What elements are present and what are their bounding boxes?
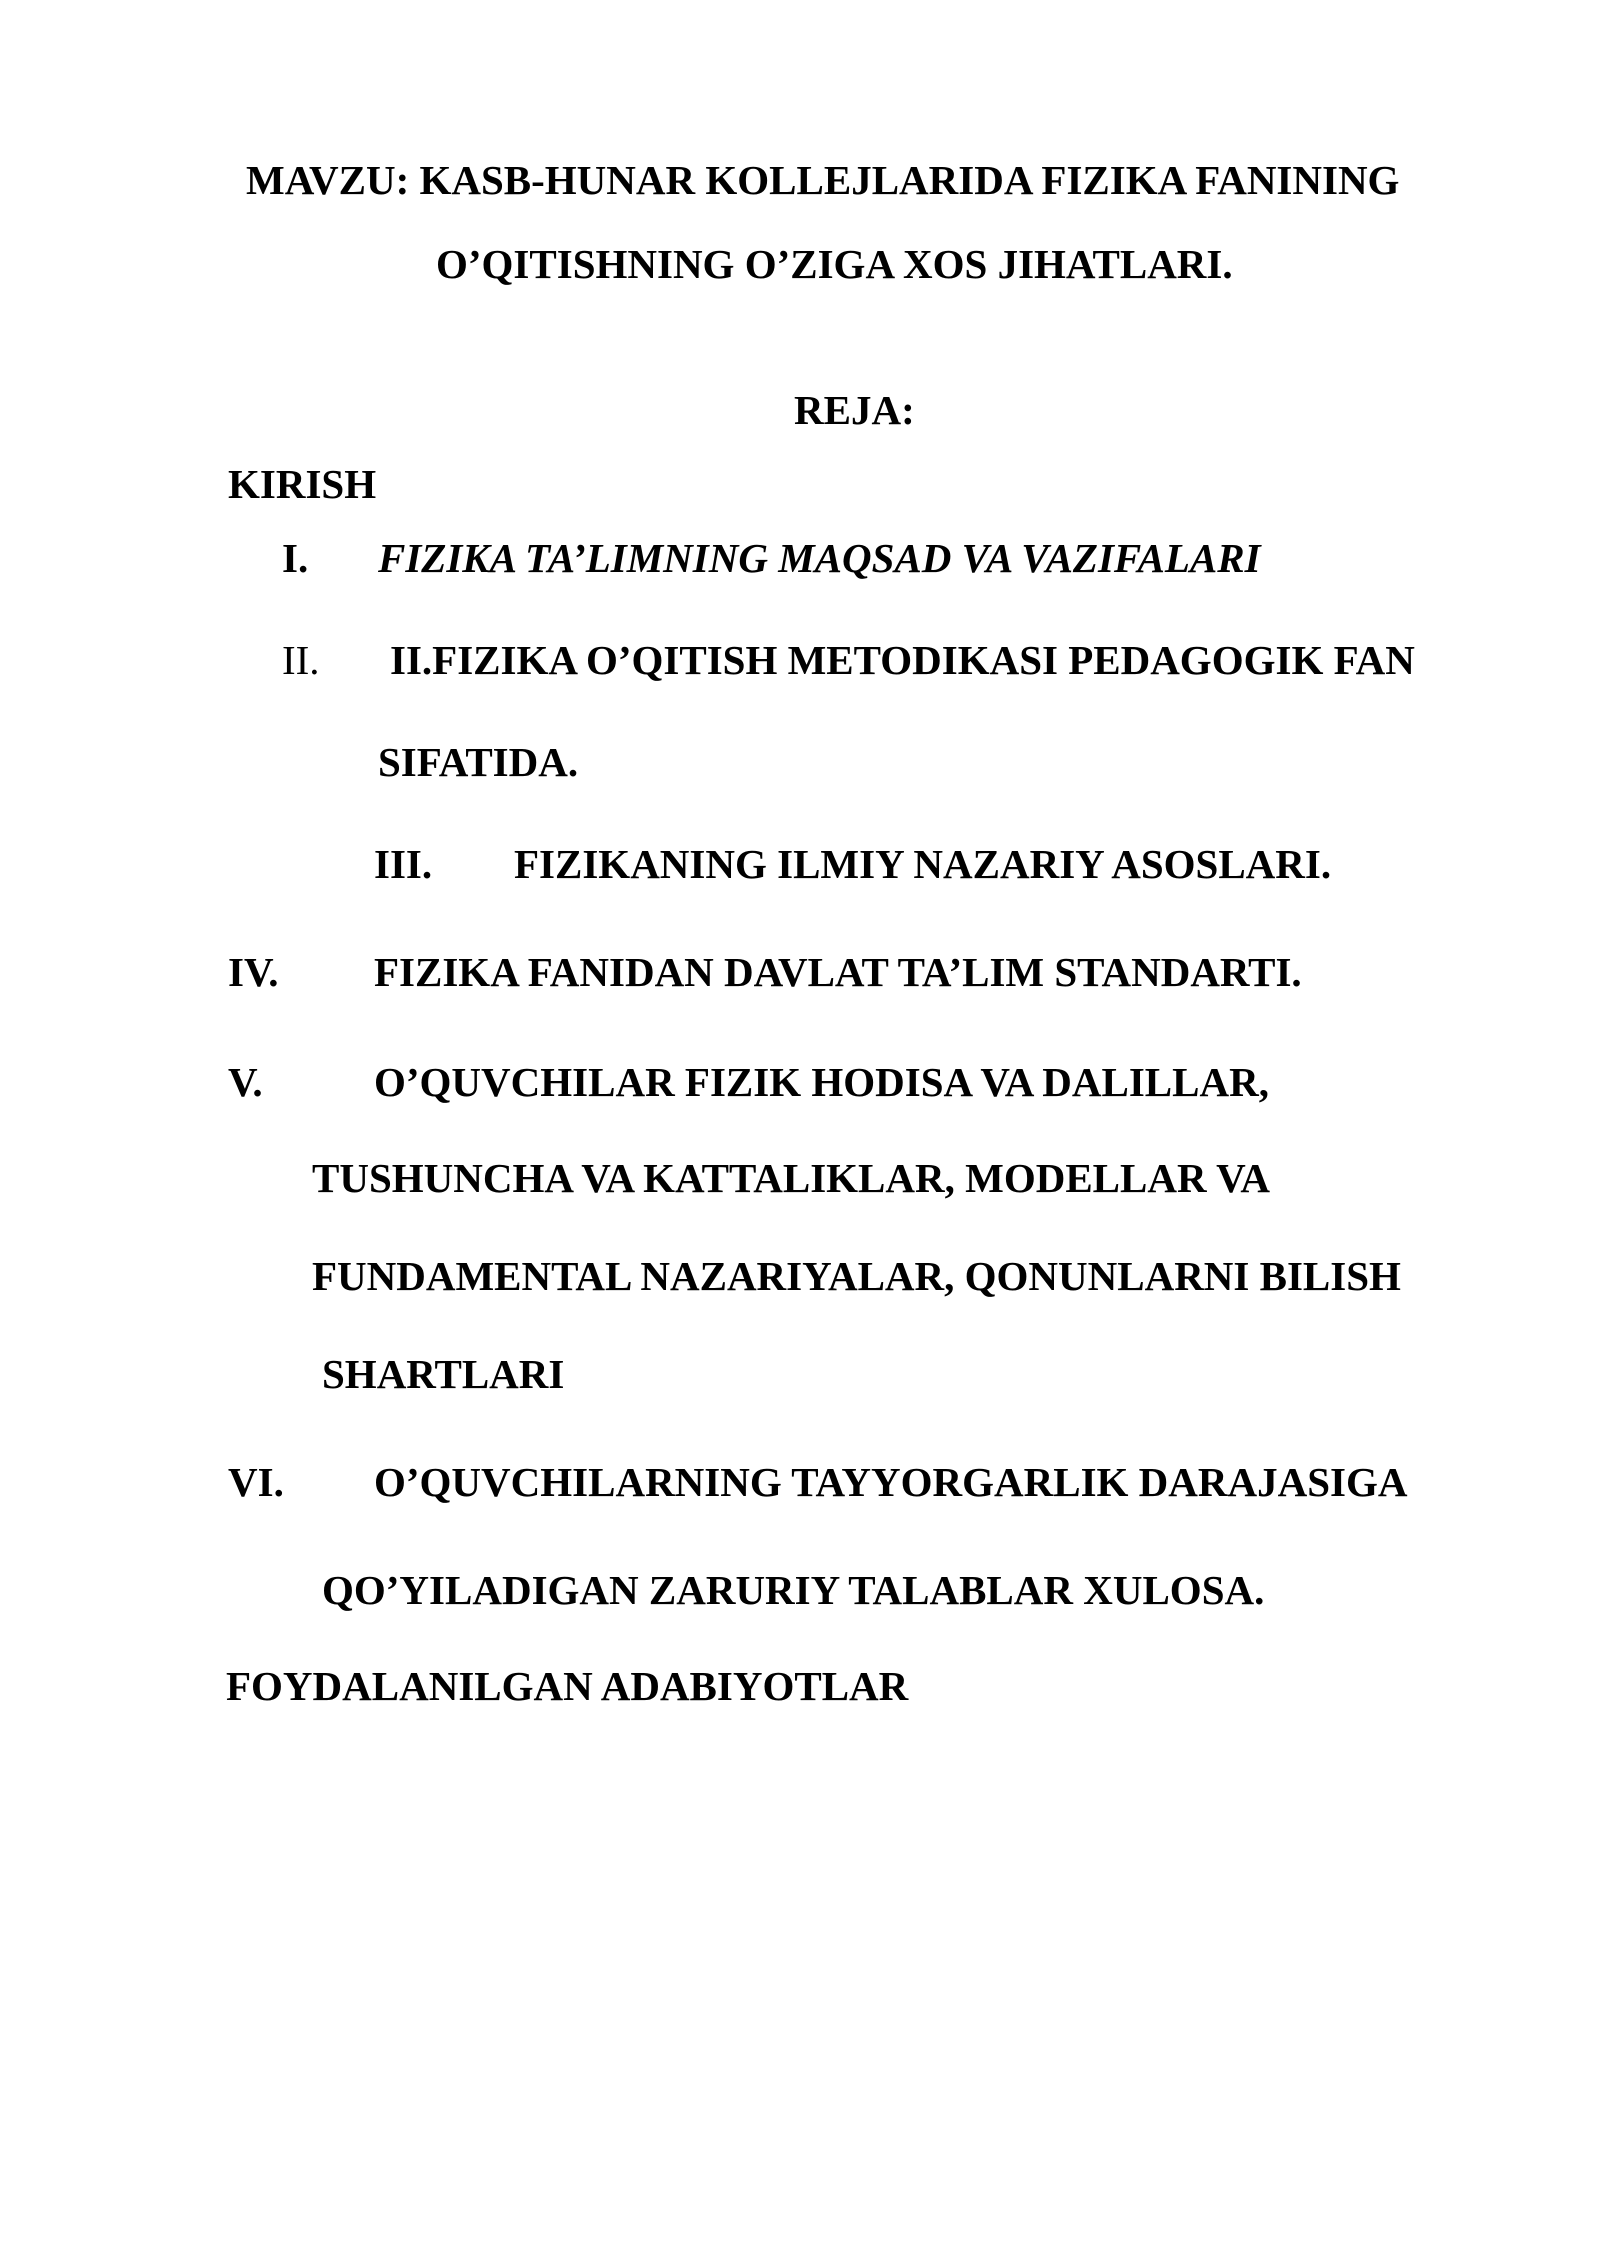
title-line-2: O’QITISHNING O’ZIGA XOS JIHATLARI. — [436, 241, 1233, 287]
item-2-numeral: II. — [282, 637, 320, 683]
item-4-line-1: FIZIKA FANIDAN DAVLAT TA’LIM STANDARTI. — [374, 949, 1302, 995]
item-2-line-2: SIFATIDA. — [378, 739, 579, 785]
item-6-numeral: VI. — [228, 1459, 284, 1505]
item-1-numeral: I. — [282, 535, 309, 581]
intro-label: KIRISH — [228, 461, 377, 507]
item-1-line-1: FIZIKA TA’LIMNING MAQSAD VA VAZIFALARI — [378, 535, 1261, 581]
item-6-line-1: O’QUVCHILARNING TAYYORGARLIK DARAJASIGA — [374, 1459, 1408, 1505]
item-5-line-4: SHARTLARI — [322, 1351, 565, 1397]
item-3-numeral: III. — [374, 841, 433, 887]
item-4-numeral: IV. — [228, 949, 279, 995]
item-6-line-2: QO’YILADIGAN ZARURIY TALABLAR XULOSA. — [322, 1567, 1265, 1613]
item-5-line-2: TUSHUNCHA VA KATTALIKLAR, MODELLAR VA — [312, 1155, 1271, 1201]
references-label: FOYDALANILGAN ADABIYOTLAR — [226, 1663, 909, 1709]
plan-heading: REJA: — [794, 387, 915, 433]
item-5-line-3: FUNDAMENTAL NAZARIYALAR, QONUNLARNI BILISH — [312, 1253, 1401, 1299]
title-line-1: MAVZU: KASB-HUNAR KOLLEJLARIDA FIZIKA FANINING — [246, 157, 1400, 203]
item-2-line-1: II.FIZIKA O’QITISH METODIKASI PEDAGOGIK FAN — [390, 637, 1415, 683]
item-3-line-1: FIZIKANING ILMIY NAZARIY ASOSLARI. — [514, 841, 1332, 887]
item-5-line-1: O’QUVCHILAR FIZIK HODISA VA DALILLAR, — [374, 1059, 1269, 1105]
item-5-numeral: V. — [228, 1059, 263, 1105]
